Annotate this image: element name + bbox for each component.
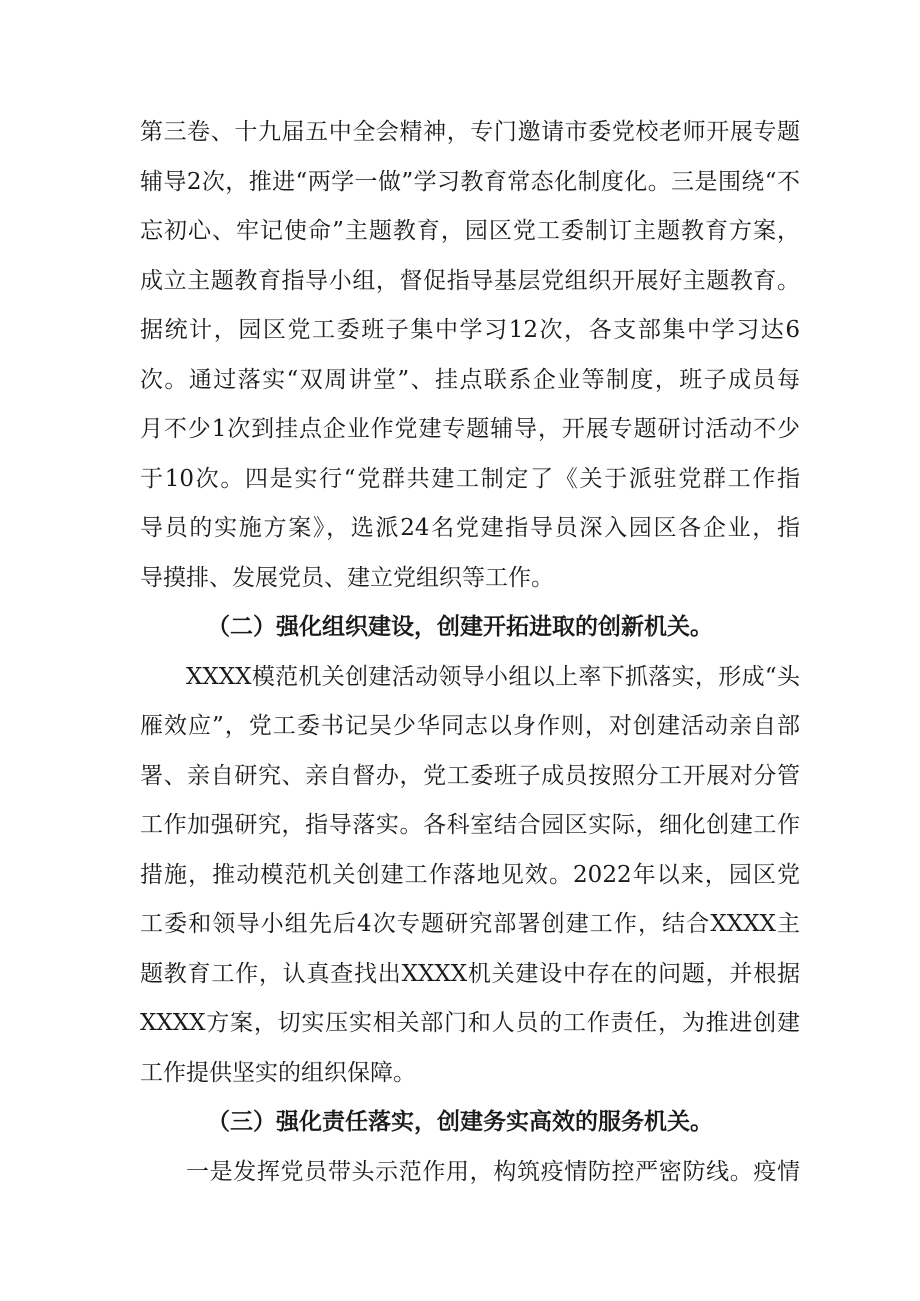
- paragraph-line: 忘初心、牢记使命”主题教育，园区党工委制订主题教育方案，: [140, 218, 800, 244]
- paragraph-line: XXXX模范机关创建活动领导小组以上率下抓落实，形成“头: [186, 664, 800, 690]
- paragraph-line: 工作加强研究，指导落实。各科室结合园区实际，细化创建工作: [140, 812, 800, 838]
- paragraph-line: 措施，推动模范机关创建工作落地见效。2022年以来，园区党: [140, 862, 800, 888]
- paragraph-line: 据统计，园区党工委班子集中学习12次，各支部集中学习达6: [140, 317, 800, 343]
- section-heading-3: （三）强化责任落实，创建务实高效的服务机关。: [207, 1109, 713, 1135]
- paragraph-line: 导摸排、发展党员、建立党组织等工作。: [140, 565, 554, 591]
- paragraph-line: XXXX方案，切实压实相关部门和人员的工作责任，为推进创建: [140, 1010, 800, 1036]
- paragraph-line: 导员的实施方案》，选派24名党建指导员深入园区各企业，指: [140, 515, 800, 541]
- section-heading-2: （二）强化组织建设，创建开拓进取的创新机关。: [207, 614, 713, 640]
- paragraph-line: 辅导2次，推进“两学一做”学习教育常态化制度化。三是围绕“不: [140, 169, 800, 195]
- paragraph-line: 工委和领导小组先后4次专题研究部署创建工作，结合XXXX主: [140, 911, 800, 937]
- paragraph-line: 月不少1次到挂点企业作党建专题辅导，开展专题研讨活动不少: [140, 416, 800, 442]
- paragraph-line: 第三卷、十九届五中全会精神，专门邀请市委党校老师开展专题: [140, 119, 800, 145]
- paragraph-line: 工作提供坚实的组织保障。: [140, 1060, 416, 1086]
- paragraph-line: 署、亲自研究、亲自督办，党工委班子成员按照分工开展对分管: [140, 763, 800, 789]
- paragraph-line: 次。通过落实“双周讲堂”、挂点联系企业等制度，班子成员每: [140, 367, 800, 393]
- paragraph-line: 题教育工作，认真查找出XXXX机关建设中存在的问题，并根据: [140, 961, 800, 987]
- paragraph-line: 一是发挥党员带头示范作用，构筑疫情防控严密防线。疫情: [186, 1159, 800, 1185]
- paragraph-line: 于10次。四是实行“党群共建工制定了《关于派驻党群工作指: [140, 466, 800, 492]
- paragraph-line: 成立主题教育指导小组，督促指导基层党组织开展好主题教育。: [140, 268, 800, 294]
- paragraph-line: 雁效应”，党工委书记吴少华同志以身作则，对创建活动亲自部: [140, 713, 800, 739]
